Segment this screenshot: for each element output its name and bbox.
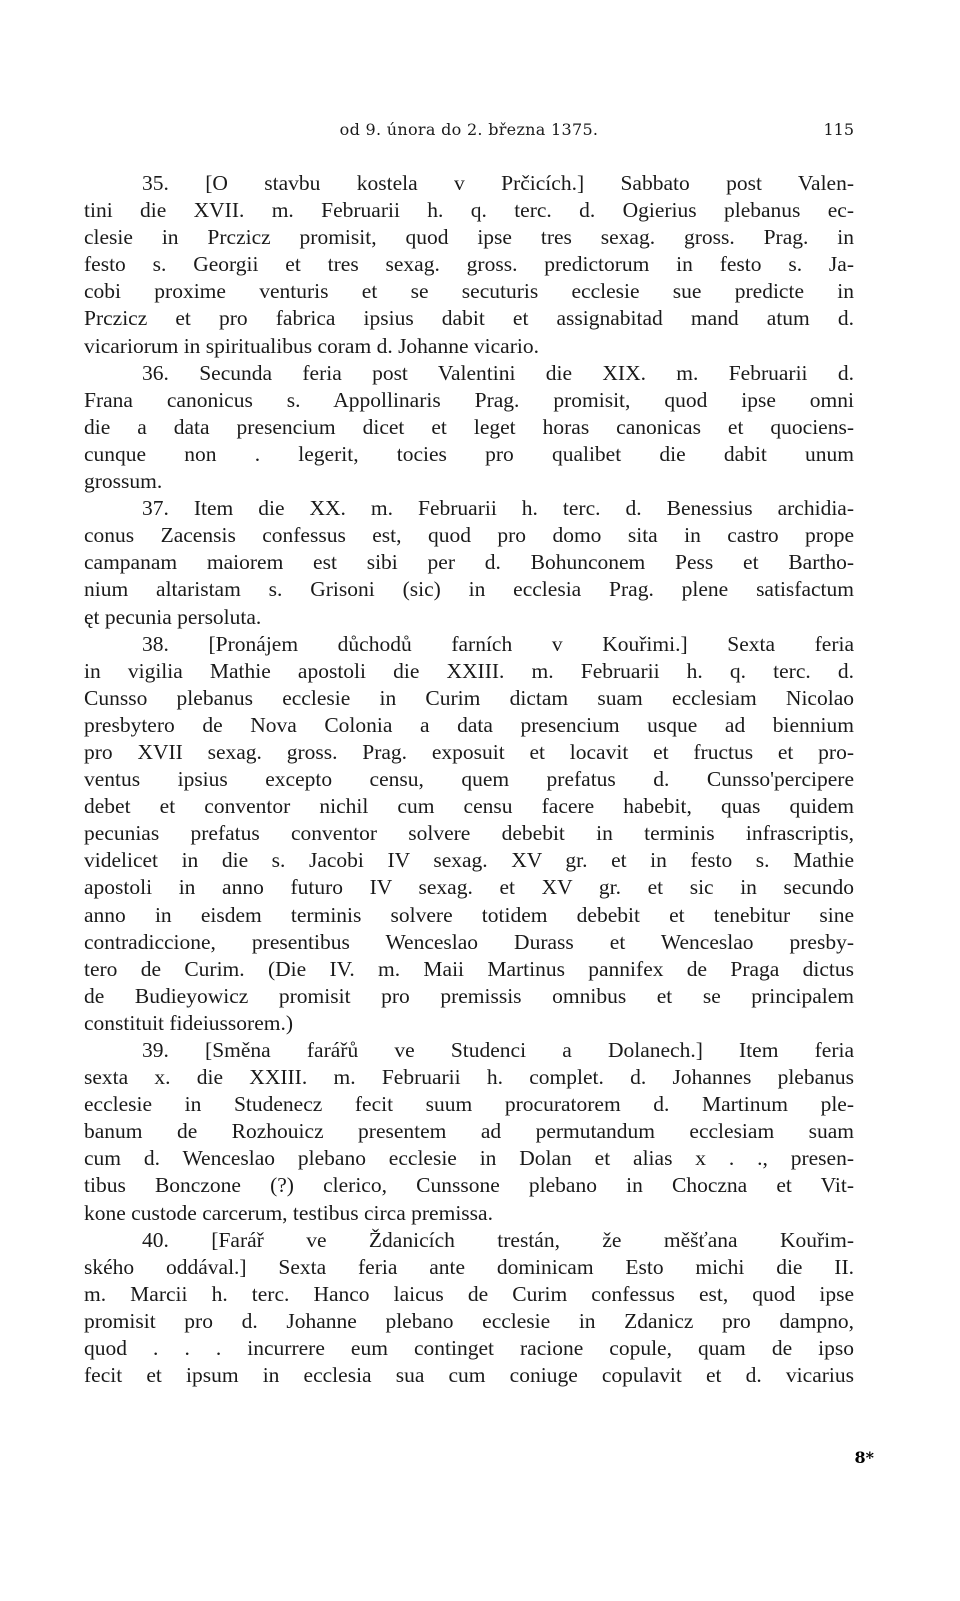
text-line: constituit fideiussorem.) [84, 1010, 293, 1035]
text-line: campanam maiorem est sibi per d. Bohunconem Pess et Bartho- [84, 550, 854, 575]
text-line: 38. [Pronájem důchodů farních v Kouřimi.] Sexta feria [142, 631, 854, 656]
text-line: ského oddával.] Sexta feria ante dominicam Esto michi die II. [84, 1254, 854, 1279]
text-line: cum d. Wenceslao plebano ecclesie in Dolan et alias x . ., presen- [84, 1146, 854, 1171]
text-line: Cunsso plebanus ecclesie in Curim dictam suam ecclesiam Nicolao [84, 685, 854, 710]
text-line: die a data presencium dicet et leget horas canonicas et quociens- [84, 414, 854, 439]
text-line: videlicet in die s. Jacobi IV sexag. XV gr. et in festo s. Mathie [84, 848, 854, 873]
page-number: 115 [823, 120, 854, 139]
text-line: ecclesie in Studenecz fecit suum procuratorem d. Martinum ple- [84, 1092, 854, 1117]
text-line: m. Marcii h. terc. Hanco laicus de Curim confessus est, quod ipse [84, 1281, 854, 1306]
page-header [84, 118, 854, 150]
text-line: contradiccione, presentibus Wenceslao Durass et Wenceslao presby- [84, 929, 854, 954]
text-line: 40. [Farář ve Ždanicích trestán, že měšťana Kouřim- [142, 1227, 854, 1252]
text-line: pro XVII sexag. gross. Prag. exposuit et locavit et fructus et pro- [84, 739, 854, 764]
text-line: sexta x. die XXIII. m. Februarii h. complet. d. Johannes plebanus [84, 1065, 854, 1090]
text-line: ventus ipsius excepto censu, quem prefatus d. Cunsso'percipere [84, 767, 854, 792]
text-line: quod . . . incurrere eum continget racione copule, quam de ipso [84, 1336, 854, 1361]
text-line: festo s. Georgii et tres sexag. gross. predictorum in festo s. Ja- [84, 252, 854, 277]
text-line: cunque non . legerit, tocies pro qualibet die dabit unum [84, 441, 854, 466]
text-line: grossum. [84, 469, 163, 494]
text-line: cobi proxime venturis et se secuturis ecclesie sue predicte in [84, 279, 854, 304]
text-line: ęt pecunia persoluta. [84, 604, 262, 629]
text-line: banum de Rozhouicz presentem ad permutandum ecclesiam suam [84, 1119, 854, 1144]
signature-mark: 8* [854, 1448, 874, 1467]
text-line: kone custode carcerum, testibus circa premissa. [84, 1200, 493, 1225]
text-line: pecunias prefatus conventor solvere debebit in terminis infrascriptis, [84, 821, 854, 846]
text-line: presbytero de Nova Colonia a data presencium usque ad biennium [84, 712, 854, 737]
text-line: in vigilia Mathie apostoli die XXIII. m. Februarii h. q. terc. d. [84, 658, 854, 683]
text-line: debet et conventor nichil cum censu facere habebit, quas quidem [84, 794, 854, 819]
text-line: fecit et ipsum in ecclesia sua cum coniuge copulavit et d. vicarius [84, 1363, 854, 1388]
text-line: promisit pro d. Johanne plebano ecclesie in Zdanicz pro dampno, [84, 1308, 854, 1333]
text-line: 37. Item die XX. m. Februarii h. terc. d. Benessius archidia- [142, 496, 854, 521]
text-line: vicariorum in spiritualibus coram d. Johanne vicario. [84, 333, 539, 358]
running-title: od 9. února do 2. března 1375. [339, 120, 599, 139]
text-line: nium altaristam s. Grisoni (sic) in ecclesia Prag. plene satisfactum [84, 577, 854, 602]
text-line: 36. Secunda feria post Valentini die XIX. m. Februarii d. [142, 360, 854, 385]
text-line: tibus Bonczone (?) clerico, Cunssone plebano in Choczna et Vit- [84, 1173, 854, 1198]
text-line: anno in eisdem terminis solvere totidem debebit et tenebitur sine [84, 902, 854, 927]
text-line: tero de Curim. (Die IV. m. Maii Martinus pannifex de Praga dictus [84, 956, 854, 981]
text-line: de Budieyowicz promisit pro premissis omnibus et se principalem [84, 983, 854, 1008]
document-page [84, 118, 854, 1389]
text-line: Prczicz et pro fabrica ipsius dabit et assignabitad mand atum d. [84, 306, 854, 331]
text-line: conus Zacensis confessus est, quod pro domo sita in castro prope [84, 523, 854, 548]
text-line: clesie in Prczicz promisit, quod ipse tres sexag. gross. Prag. in [84, 225, 854, 250]
text-line: Frana canonicus s. Appollinaris Prag. promisit, quod ipse omni [84, 387, 854, 412]
text-line: 39. [Směna farářů ve Studenci a Dolanech.] Item feria [142, 1038, 854, 1062]
text-line: tini die XVII. m. Februarii h. q. terc. d. Ogierius plebanus ec- [84, 198, 854, 223]
document-body [84, 170, 854, 1389]
text-line: apostoli in anno futuro IV sexag. et XV gr. et sic in secundo [84, 875, 854, 900]
text-line: 35. [O stavbu kostela v Prčicích.] Sabbato post Valen- [142, 171, 854, 195]
